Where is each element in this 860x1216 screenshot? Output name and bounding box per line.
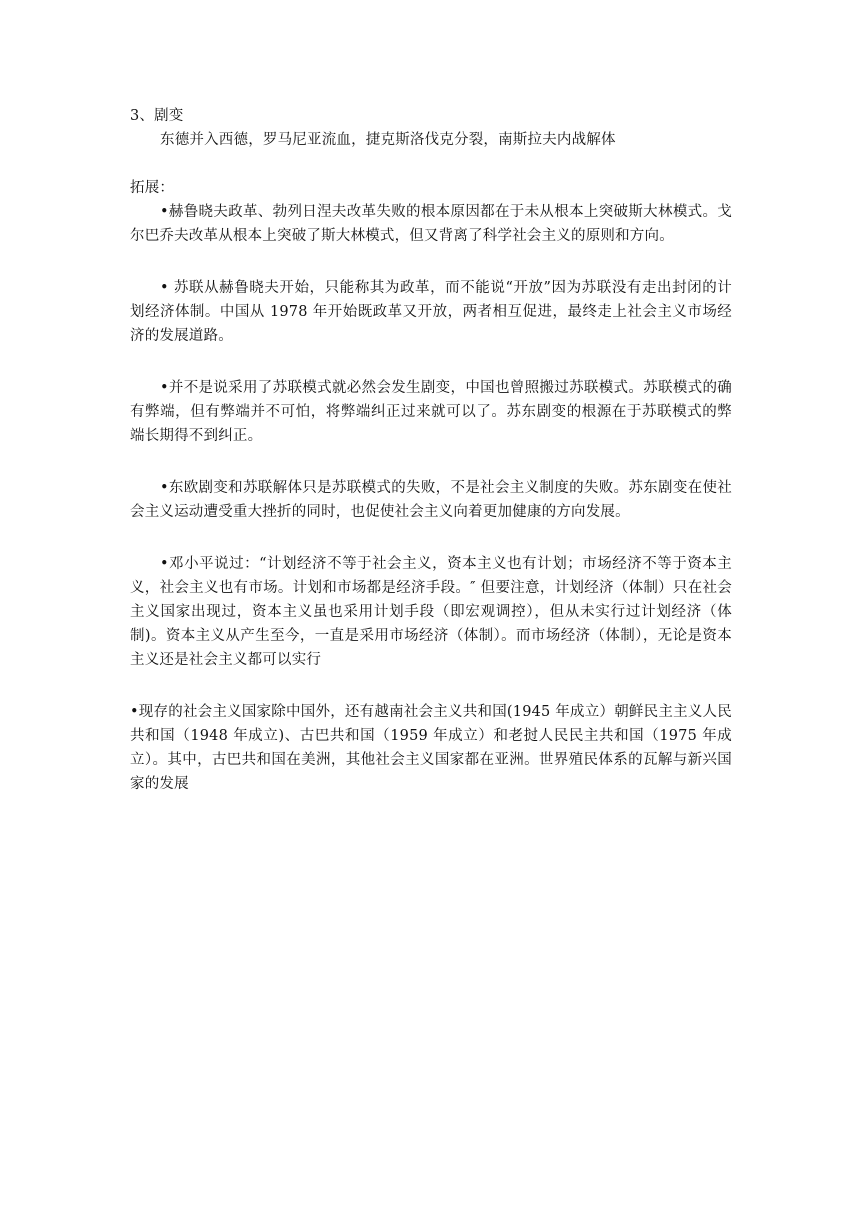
section-summary: 东德并入西德，罗马尼亚流血，捷克斯洛伐克分裂，南斯拉夫内战解体 xyxy=(160,132,616,148)
paragraph-socialist-countries: •现存的社会主义国家除中国外，还有越南社会主义共和国(1945 年成立）朝鲜民主主义人民共和国（1948 年成立)、古巴共和国（1959 年成立）和老挝人民民主共和国（1975 年成立）。其中，古巴共和国在美洲，其他社会主义国家都在亚洲。世界殖民体系的瓦解与新兴国家的发展 xyxy=(130,704,732,792)
expansion-label: 拓展： xyxy=(130,180,175,196)
spacer xyxy=(130,524,732,552)
section-title: 3、剧变 xyxy=(130,108,184,124)
paragraph-soviet-opening: • 苏联从赫鲁晓夫开始，只能称其为政革，而不能说“开放”因为苏联没有走出封闭的计划经济体制。中国从 1978 年开始既政革又开放，两者相互促进，最终走上社会主义市场经济的发展道路。 xyxy=(130,280,732,344)
paragraph-deng-quote: •邓小平说过：“计划经济不等于社会主义，资本主义也有计划；市场经济不等于资本主义，社会主义也有市场。计划和市场都是经济手段。″ 但要注意，计划经济（体制）只在社会主义国家出现过，资本主义虽也采用计划手段（即宏观调控），但从未实行过计划经济（体制)。资本主义从产生至今，一直是采用市场经济（体制）。而市场经济（体制），无论是资本主义还是社会主义都可以实行 xyxy=(130,556,732,668)
spacer xyxy=(130,152,732,176)
spacer xyxy=(130,448,732,476)
paragraph-reform-failure: •赫鲁晓夫政革、勃列日涅夫改革失败的根本原因都在于未从根本上突破斯大林模式。戈尔巴乔夫改革从根本上突破了斯大林模式，但又背离了科学社会主义的原则和方向。 xyxy=(130,204,732,244)
paragraph-eastern-europe: •东欧剧变和苏联解体只是苏联模式的失败，不是社会主义制度的失败。苏东剧变在使社会主义运动遭受重大挫折的同时，也促使社会主义向着更加健康的方向发展。 xyxy=(130,480,732,520)
document-body xyxy=(130,104,732,796)
spacer xyxy=(130,248,732,276)
paragraph-soviet-model: •并不是说采用了苏联模式就必然会发生剧变，中国也曾照搬过苏联模式。苏联模式的确有弊端，但有弊端并不可怕，将弊端纠正过来就可以了。苏东剧变的根源在于苏联模式的弊端长期得不到纠正。 xyxy=(130,380,732,444)
spacer xyxy=(130,348,732,376)
spacer xyxy=(130,672,732,700)
